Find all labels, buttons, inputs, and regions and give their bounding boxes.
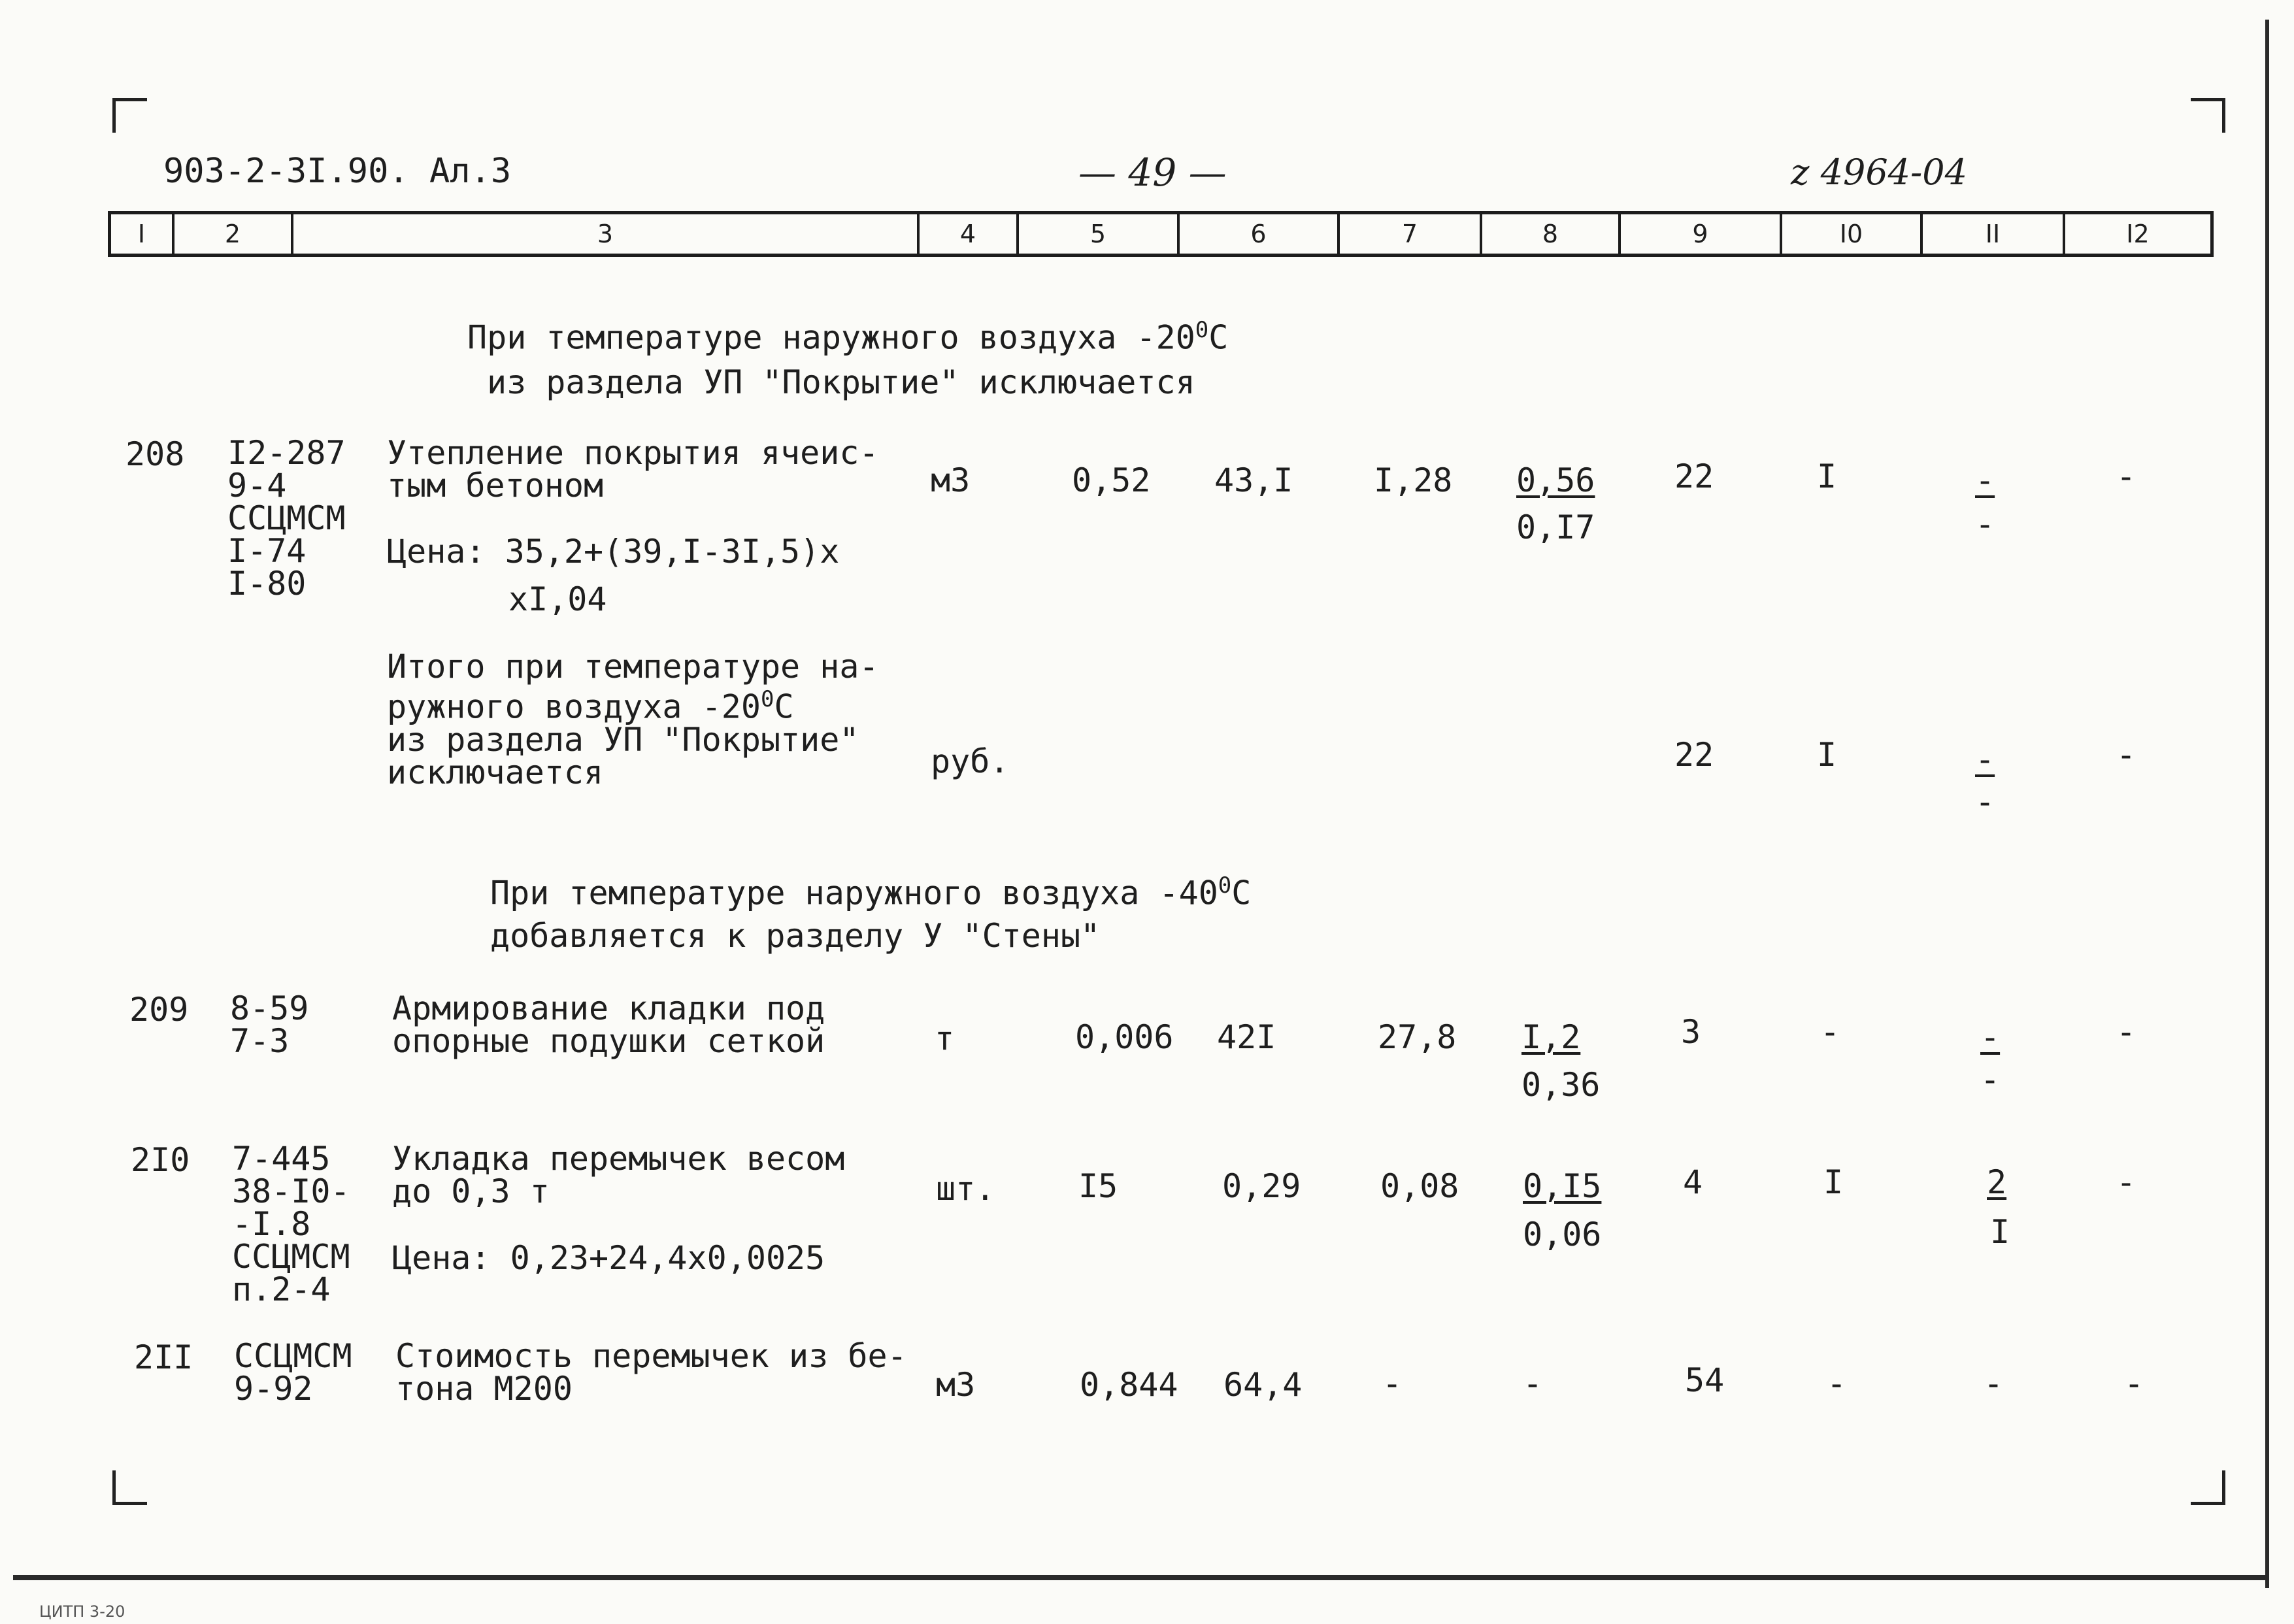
- column-header-2: 2: [175, 214, 293, 254]
- row-211-code: ССЦМСМ 9-92: [234, 1337, 352, 1408]
- row-210-code: 7-445 38-I0- -I.8 ССЦМСМ п.2-4: [232, 1140, 350, 1308]
- row-210-col11-bottom: I: [1990, 1213, 2010, 1251]
- row-208-col12: -: [2116, 457, 2136, 495]
- corner-mark-bottom-left: [112, 1470, 147, 1505]
- section-title-minus20: При температуре наружного воздуха $-20^0С$: [467, 317, 1229, 357]
- total-minus20-col12: -: [2116, 736, 2136, 774]
- corner-mark-top-left: [112, 98, 147, 133]
- row-209-col9: 3: [1681, 1013, 1701, 1051]
- row-208-col7: I,28: [1374, 461, 1453, 499]
- row-211-col8: -: [1523, 1365, 1543, 1402]
- column-header-12: I2: [2126, 220, 2150, 248]
- row-211-col7: -: [1382, 1365, 1403, 1402]
- row-208-col8-bottom: 0,I7: [1516, 508, 1595, 546]
- column-header-table: [108, 211, 2214, 257]
- section-subtitle-minus40: добавляется к разделу У "Стены": [490, 917, 1101, 955]
- row-211-col6: 64,4: [1223, 1366, 1303, 1404]
- handwritten-reference: z 4964-04: [1791, 152, 1967, 193]
- column-header-10: I0: [1782, 214, 1923, 254]
- page-border-right: [2265, 20, 2269, 1588]
- row-210-price: Цена: 0,23+24,4x0,0025: [392, 1239, 825, 1277]
- row-210-col7: 0,08: [1380, 1167, 1459, 1205]
- column-header-8: 8: [1482, 214, 1621, 254]
- row-211-unit: м3: [936, 1366, 976, 1404]
- row-211-number: 2II: [134, 1338, 193, 1376]
- total-minus20-col11-top: -: [1975, 740, 1995, 778]
- row-210-number: 2I0: [131, 1141, 190, 1179]
- row-209-col11-top: -: [1980, 1018, 2001, 1056]
- column-header-5: 5: [1019, 214, 1180, 254]
- row-210-col10: I: [1823, 1163, 1844, 1201]
- row-208-price-cont: xI,04: [508, 580, 607, 618]
- total-minus20-col10: I: [1817, 736, 1837, 774]
- column-header-4: 4: [920, 214, 1019, 254]
- row-210-col12: -: [2116, 1163, 2136, 1201]
- document-code: 903-2-3I.90. Ал.3: [163, 152, 512, 191]
- section-subtitle-minus20: из раздела УП "Покрытие" исключается: [487, 363, 1195, 401]
- row-209-col11-bottom: -: [1980, 1061, 2001, 1099]
- row-210-col8-top: 0,I5: [1523, 1167, 1602, 1205]
- row-211-col10: -: [1827, 1365, 1847, 1402]
- row-208-number: 208: [125, 435, 185, 473]
- column-header-3: 3: [293, 214, 920, 254]
- row-209-unit: т: [935, 1019, 955, 1057]
- column-header-6: 6: [1180, 214, 1340, 254]
- row-208-col10: I: [1817, 457, 1837, 495]
- row-210-col8-bottom: 0,06: [1523, 1216, 1602, 1253]
- page-border-bottom: [13, 1575, 2268, 1580]
- row-209-col10: -: [1820, 1013, 1840, 1051]
- section-title-minus40: При температуре наружного воздуха $-40^0С$: [490, 872, 1252, 912]
- column-header-9: 9: [1621, 214, 1782, 254]
- row-209-col8-bottom: 0,36: [1521, 1066, 1601, 1104]
- row-208-col8-top: 0,56: [1516, 461, 1595, 499]
- row-209-code: 8-59 7-3: [230, 989, 309, 1060]
- row-210-unit: шт.: [936, 1170, 995, 1208]
- row-210-col9: 4: [1683, 1163, 1703, 1201]
- total-minus20-col9: 22: [1674, 736, 1714, 774]
- row-208-price: Цена: 35,2+(39,I-3I,5)x: [387, 533, 840, 571]
- total-minus20-description: Итого при температуре на- ружного воздуха $-20^0С$ из раздела УП "Покрытие" исключается: [387, 648, 879, 791]
- row-210-description: Укладка перемычек весом до 0,3 т: [392, 1140, 845, 1210]
- footer-stamp: ЦИТП 3-20: [39, 1602, 125, 1621]
- row-211-col5: 0,844: [1080, 1366, 1178, 1404]
- corner-mark-bottom-right: [2191, 1470, 2225, 1505]
- row-208-col11-top: -: [1975, 461, 1995, 499]
- total-minus20-col11-bottom: -: [1975, 783, 1995, 821]
- row-211-col12: -: [2124, 1365, 2144, 1402]
- row-210-col6: 0,29: [1222, 1167, 1301, 1205]
- row-208-col6: 43,I: [1214, 461, 1293, 499]
- row-211-col11: -: [1984, 1365, 2004, 1402]
- corner-mark-top-right: [2191, 98, 2225, 133]
- row-209-description: Армирование кладки под опорные подушки сеткой: [392, 989, 825, 1060]
- page-number: — 49 —: [1078, 150, 1227, 195]
- row-211-description: Стоимость перемычек из бе- тона М200: [395, 1337, 907, 1408]
- row-209-col7: 27,8: [1378, 1018, 1457, 1056]
- row-209-col6: 42I: [1217, 1018, 1276, 1056]
- row-208-description: Утепление покрытия ячеис- тым бетоном: [387, 434, 879, 505]
- row-208-code: I2-287 9-4 ССЦМСМ I-74 I-80: [227, 434, 346, 603]
- row-208-col9: 22: [1674, 457, 1714, 495]
- row-208-unit: м3: [931, 461, 971, 499]
- column-header-11: II: [1923, 214, 2065, 254]
- row-208-col11-bottom: -: [1975, 505, 1995, 543]
- row-210-col5: I5: [1078, 1167, 1118, 1205]
- row-210-col11-top: 2: [1987, 1163, 2007, 1201]
- column-header-1: I: [111, 214, 175, 254]
- row-208-col5: 0,52: [1072, 461, 1151, 499]
- row-209-col5: 0,006: [1075, 1018, 1174, 1056]
- row-209-col12: -: [2116, 1013, 2136, 1051]
- row-209-col8-top: I,2: [1521, 1018, 1581, 1056]
- total-minus20-unit: руб.: [931, 742, 1010, 780]
- row-209-number: 209: [129, 991, 189, 1029]
- column-header-7: 7: [1340, 214, 1482, 254]
- row-211-col9: 54: [1685, 1361, 1725, 1399]
